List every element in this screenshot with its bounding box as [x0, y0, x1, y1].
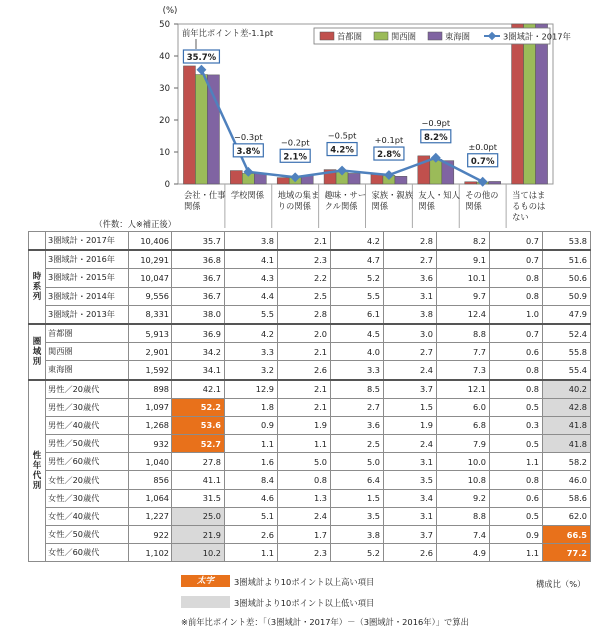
x-tick-label: 趣味・サー: [324, 190, 367, 200]
table-cell: 1.9: [278, 416, 331, 434]
table-cell: 0.8: [490, 471, 543, 489]
table-cell: 52.2: [172, 398, 225, 416]
table-cell: 7.7: [437, 343, 490, 361]
table-cell: 8.4: [225, 471, 278, 489]
table-cell: 3.4: [384, 489, 437, 507]
y-tick-label: 10: [159, 148, 170, 158]
row-label: 3圏域計・2016年: [46, 250, 129, 269]
ratio-unit-label: 構成比（%）: [536, 579, 586, 589]
bar-東海圏: [536, 24, 548, 184]
row-label: 東海圏: [46, 361, 129, 380]
legend-low-swatch: [181, 596, 230, 608]
table-cell: 58.2: [543, 453, 591, 471]
table-cell: 0.5: [490, 507, 543, 525]
table-cell: 4.2: [225, 324, 278, 343]
point-label: 2.1%: [283, 152, 307, 163]
table-cell: 4.0: [331, 343, 384, 361]
legend-label: 首都圏: [337, 31, 362, 42]
table-cell: 3.0: [384, 324, 437, 343]
table-cell: 6.8: [437, 416, 490, 434]
bar-首都圏: [465, 182, 477, 184]
row-count: 1,592: [129, 361, 172, 380]
row-count: 856: [129, 471, 172, 489]
table-cell: 40.2: [543, 380, 591, 399]
table-cell: 6.4: [331, 471, 384, 489]
table-cell: 2.3: [278, 250, 331, 269]
table-cell: 1.7: [278, 526, 331, 544]
bar-首都圏: [277, 178, 289, 184]
table-cell: 5.5: [225, 305, 278, 324]
point-label: 2.8%: [377, 150, 401, 161]
table-row: [29, 398, 591, 416]
table-cell: 4.2: [331, 232, 384, 251]
row-label: 女性／20歳代: [46, 471, 129, 489]
table-cell: 8.8: [437, 324, 490, 343]
table-row: [29, 324, 591, 343]
x-tick-label: その他の: [465, 190, 499, 200]
table-cell: 3.1: [384, 507, 437, 525]
table-cell: 2.6: [225, 526, 278, 544]
footnote: ※前年比ポイント差：「（3圏域計・2017年）－（3圏域計・2016年）」で算出: [181, 617, 469, 627]
table-cell: 0.7: [490, 324, 543, 343]
row-label: 3圏域計・2014年: [46, 287, 129, 305]
row-label: 女性／30歳代: [46, 489, 129, 507]
table-cell: 10.8: [437, 471, 490, 489]
bar-東海圏: [348, 173, 360, 184]
row-label: 男性／50歳代: [46, 435, 129, 453]
row-label: 男性／30歳代: [46, 398, 129, 416]
point-label: 4.2%: [330, 145, 354, 156]
table-cell: 0.8: [490, 269, 543, 287]
row-count: 10,406: [129, 232, 172, 251]
table-cell: 5.0: [278, 453, 331, 471]
bar-首都圏: [512, 24, 524, 184]
table-cell: 7.3: [437, 361, 490, 380]
table-cell: 0.9: [225, 416, 278, 434]
row-label: 男性／40歳代: [46, 416, 129, 434]
table-row: [29, 507, 591, 525]
row-count: 1,227: [129, 507, 172, 525]
group-label: [29, 232, 46, 251]
table-row: [29, 250, 591, 269]
row-count: 922: [129, 526, 172, 544]
x-tick-label: 当てはま: [512, 190, 546, 200]
diff-label: 前年比ポイント差-1.1pt: [182, 28, 274, 38]
table-cell: 2.4: [278, 507, 331, 525]
legend-high-swatch: 太字: [181, 575, 230, 587]
table-cell: 50.6: [543, 269, 591, 287]
table-cell: 4.6: [225, 489, 278, 507]
table-cell: 7.9: [437, 435, 490, 453]
table-cell: 8.8: [437, 507, 490, 525]
bar-東海圏: [489, 181, 501, 184]
table-cell: 1.5: [331, 489, 384, 507]
legend-high-text: 3圏域計より10ポイント以上高い項目: [234, 577, 375, 587]
table-cell: 3.6: [384, 269, 437, 287]
table-row: [29, 343, 591, 361]
table-cell: 3.2: [225, 361, 278, 380]
y-tick-label: 20: [159, 116, 170, 126]
line-marker: [478, 177, 488, 187]
table-cell: 52.4: [543, 324, 591, 343]
table-cell: 9.7: [437, 287, 490, 305]
table-cell: 2.1: [278, 343, 331, 361]
bar-関西圏: [524, 24, 536, 184]
table-cell: 77.2: [543, 544, 591, 562]
table-row: [29, 232, 591, 251]
table-cell: 5.2: [331, 544, 384, 562]
y-tick-label: 50: [159, 20, 170, 30]
table-cell: 41.8: [543, 416, 591, 434]
table-cell: 53.6: [172, 416, 225, 434]
bar-line-chart: [0, 0, 611, 231]
table-cell: 1.3: [278, 489, 331, 507]
table-cell: 12.4: [437, 305, 490, 324]
x-tick-label: 友人・知人: [418, 190, 460, 200]
table-cell: 3.8: [225, 232, 278, 251]
row-label: 女性／40歳代: [46, 507, 129, 525]
table-cell: 0.8: [278, 471, 331, 489]
table-cell: 3.1: [384, 287, 437, 305]
table-cell: 2.5: [331, 435, 384, 453]
legend-swatch-東海圏: [428, 32, 442, 40]
bar-首都圏: [183, 66, 195, 184]
table-cell: 46.0: [543, 471, 591, 489]
table-cell: 0.3: [490, 416, 543, 434]
table-cell: 8.2: [437, 232, 490, 251]
table-cell: 2.1: [278, 398, 331, 416]
table-cell: 36.8: [172, 250, 225, 269]
table-cell: 9.1: [437, 250, 490, 269]
table-cell: 58.6: [543, 489, 591, 507]
row-count: 1,102: [129, 544, 172, 562]
row-count: 1,097: [129, 398, 172, 416]
table-cell: 2.1: [278, 232, 331, 251]
table-cell: 1.5: [384, 398, 437, 416]
row-count: 5,913: [129, 324, 172, 343]
table-cell: 55.8: [543, 343, 591, 361]
table-cell: 25.0: [172, 507, 225, 525]
table-row: [29, 435, 591, 453]
table-cell: 5.0: [331, 453, 384, 471]
table-cell: 42.1: [172, 380, 225, 399]
y-tick-label: 40: [159, 52, 170, 62]
x-tick-label: 関係: [371, 201, 389, 211]
table-cell: 34.2: [172, 343, 225, 361]
legend-swatch-首都圏: [320, 32, 334, 40]
diff-label: ±0.0pt: [468, 141, 498, 152]
table-cell: 2.7: [384, 343, 437, 361]
table-cell: 6.1: [331, 305, 384, 324]
table-cell: 4.4: [225, 287, 278, 305]
table-cell: 3.8: [331, 526, 384, 544]
table-cell: 36.7: [172, 287, 225, 305]
row-label: 男性／60歳代: [46, 453, 129, 471]
table-cell: 2.6: [384, 544, 437, 562]
table-cell: 4.1: [225, 250, 278, 269]
table-row: [29, 269, 591, 287]
table-row: [29, 287, 591, 305]
table-cell: 10.0: [437, 453, 490, 471]
row-label: 女性／50歳代: [46, 526, 129, 544]
row-count: 10,291: [129, 250, 172, 269]
point-label: 0.7%: [470, 156, 495, 167]
x-tick-label: 家族・親族: [371, 190, 413, 200]
table-cell: 1.6: [225, 453, 278, 471]
table-cell: 4.3: [225, 269, 278, 287]
row-label: 男性／20歳代: [46, 380, 129, 399]
legend-swatch-関西圏: [374, 32, 388, 40]
table-cell: 7.4: [437, 526, 490, 544]
table-cell: 12.1: [437, 380, 490, 399]
table-cell: 0.5: [490, 435, 543, 453]
table-cell: 2.0: [278, 324, 331, 343]
table-row: [29, 489, 591, 507]
row-label: 3圏域計・2015年: [46, 269, 129, 287]
table-cell: 2.6: [278, 361, 331, 380]
table-row: [29, 544, 591, 562]
table-cell: 0.6: [490, 343, 543, 361]
table-cell: 52.7: [172, 435, 225, 453]
row-count: 9,556: [129, 287, 172, 305]
table-cell: 2.1: [278, 380, 331, 399]
table-row: [29, 453, 591, 471]
diff-label: +0.1pt: [374, 135, 404, 146]
diff-label: −0.9pt: [421, 117, 451, 128]
table-row: [29, 305, 591, 324]
table-cell: 2.2: [278, 269, 331, 287]
table-cell: 0.7: [490, 232, 543, 251]
x-tick-label: 関係: [184, 201, 201, 211]
x-tick-label: 学校関係: [230, 190, 265, 200]
table-cell: 2.4: [384, 435, 437, 453]
bar-東海圏: [395, 176, 407, 184]
table-cell: 2.5: [278, 287, 331, 305]
table-cell: 3.8: [384, 305, 437, 324]
row-count: 898: [129, 380, 172, 399]
table-cell: 0.8: [490, 361, 543, 380]
table-cell: 34.1: [172, 361, 225, 380]
table-cell: 1.1: [225, 435, 278, 453]
table-cell: 50.9: [543, 287, 591, 305]
table-cell: 51.6: [543, 250, 591, 269]
table-cell: 3.5: [384, 471, 437, 489]
row-label: 3圏域計・2017年: [46, 232, 129, 251]
table-row: [29, 380, 591, 399]
table-cell: 1.8: [225, 398, 278, 416]
table-cell: 66.5: [543, 526, 591, 544]
table-cell: 2.3: [278, 544, 331, 562]
table-cell: 1.0: [490, 305, 543, 324]
table-cell: 41.1: [172, 471, 225, 489]
table-cell: 2.8: [384, 232, 437, 251]
legend-low-text: 3圏域計より10ポイント以上低い項目: [234, 598, 375, 608]
bar-関西圏: [430, 159, 442, 184]
table-cell: 3.1: [384, 453, 437, 471]
table-cell: 41.8: [543, 435, 591, 453]
bar-関西圏: [195, 75, 207, 184]
table-row: [29, 361, 591, 380]
row-count: 2,901: [129, 343, 172, 361]
x-tick-label: クル関係: [324, 201, 358, 211]
diff-label: −0.3pt: [233, 131, 263, 142]
table-cell: 0.8: [490, 380, 543, 399]
bar-首都圏: [230, 171, 242, 184]
x-tick-label: 関係: [465, 201, 482, 211]
table-cell: 9.2: [437, 489, 490, 507]
diff-label: −0.5pt: [327, 130, 357, 141]
row-count: 1,064: [129, 489, 172, 507]
table-cell: 0.6: [490, 489, 543, 507]
bar-東海圏: [254, 174, 266, 184]
table-cell: 55.4: [543, 361, 591, 380]
table-cell: 27.8: [172, 453, 225, 471]
table-cell: 47.9: [543, 305, 591, 324]
table-cell: 21.9: [172, 526, 225, 544]
table-cell: 4.7: [331, 250, 384, 269]
row-count: 10,047: [129, 269, 172, 287]
table-row: [29, 526, 591, 544]
table-cell: 1.1: [490, 453, 543, 471]
bar-東海圏: [207, 75, 219, 184]
table-cell: 1.1: [225, 544, 278, 562]
table-cell: 5.5: [331, 287, 384, 305]
table-cell: 0.8: [490, 287, 543, 305]
line-marker: [196, 65, 206, 75]
legend-label: 東海圏: [445, 31, 470, 42]
table-cell: 3.3: [225, 343, 278, 361]
point-label: 8.2%: [424, 132, 448, 143]
table-cell: 36.9: [172, 324, 225, 343]
row-label: 女性／60歳代: [46, 544, 129, 562]
table-cell: 8.5: [331, 380, 384, 399]
table-cell: 3.3: [331, 361, 384, 380]
row-count: 1,040: [129, 453, 172, 471]
legend-label: 関西圏: [391, 31, 416, 42]
row-count: 8,331: [129, 305, 172, 324]
point-label: 35.7%: [186, 53, 217, 63]
legend-label: 3圏域計・2017年: [503, 31, 571, 42]
table-cell: 3.7: [384, 380, 437, 399]
table-cell: 35.7: [172, 232, 225, 251]
table-cell: 1.1: [278, 435, 331, 453]
point-label: 3.8%: [236, 146, 261, 157]
x-tick-label: ない: [512, 212, 529, 222]
data-table: [28, 231, 591, 562]
row-label: 関西圏: [46, 343, 129, 361]
row-label: 3圏域計・2013年: [46, 305, 129, 324]
y-tick-label: 0: [164, 180, 170, 190]
table-cell: 38.0: [172, 305, 225, 324]
table-cell: 31.5: [172, 489, 225, 507]
table-row: [29, 471, 591, 489]
x-tick-label: 関係: [418, 201, 435, 211]
x-tick-label: 地域の集ま: [277, 190, 320, 200]
table-cell: 6.0: [437, 398, 490, 416]
table-cell: 42.8: [543, 398, 591, 416]
table-cell: 3.6: [331, 416, 384, 434]
table-cell: 2.8: [278, 305, 331, 324]
y-unit-label: (%): [162, 6, 178, 16]
diff-label: −0.2pt: [280, 137, 310, 148]
table-cell: 1.9: [384, 416, 437, 434]
table-cell: 0.7: [490, 250, 543, 269]
table-cell: 2.4: [384, 361, 437, 380]
table-cell: 5.2: [331, 269, 384, 287]
table-cell: 5.1: [225, 507, 278, 525]
group-label: 性 年 代 別: [29, 380, 46, 562]
table-cell: 2.7: [331, 398, 384, 416]
table-cell: 1.1: [490, 544, 543, 562]
table-cell: 10.2: [172, 544, 225, 562]
table-cell: 12.9: [225, 380, 278, 399]
y-tick-label: 30: [159, 84, 170, 94]
bar-首都圏: [371, 174, 383, 184]
table-cell: 53.8: [543, 232, 591, 251]
table-cell: 36.7: [172, 269, 225, 287]
table-cell: 10.1: [437, 269, 490, 287]
table-cell: 3.7: [384, 526, 437, 544]
count-header: （件数：人※補正後）: [94, 219, 176, 229]
table-cell: 62.0: [543, 507, 591, 525]
x-tick-label: 会社・仕事: [184, 190, 226, 200]
x-tick-label: るものは: [512, 201, 546, 211]
table-cell: 0.5: [490, 398, 543, 416]
table-cell: 0.9: [490, 526, 543, 544]
table-cell: 2.7: [384, 250, 437, 269]
group-label: 圏 域 別: [29, 324, 46, 380]
group-label: 時 系 列: [29, 250, 46, 324]
table-cell: 4.5: [331, 324, 384, 343]
row-count: 932: [129, 435, 172, 453]
table-cell: 3.5: [331, 507, 384, 525]
row-count: 1,268: [129, 416, 172, 434]
x-tick-label: りの関係: [277, 201, 311, 211]
table-cell: 4.9: [437, 544, 490, 562]
table-row: [29, 416, 591, 434]
row-label: 首都圏: [46, 324, 129, 343]
